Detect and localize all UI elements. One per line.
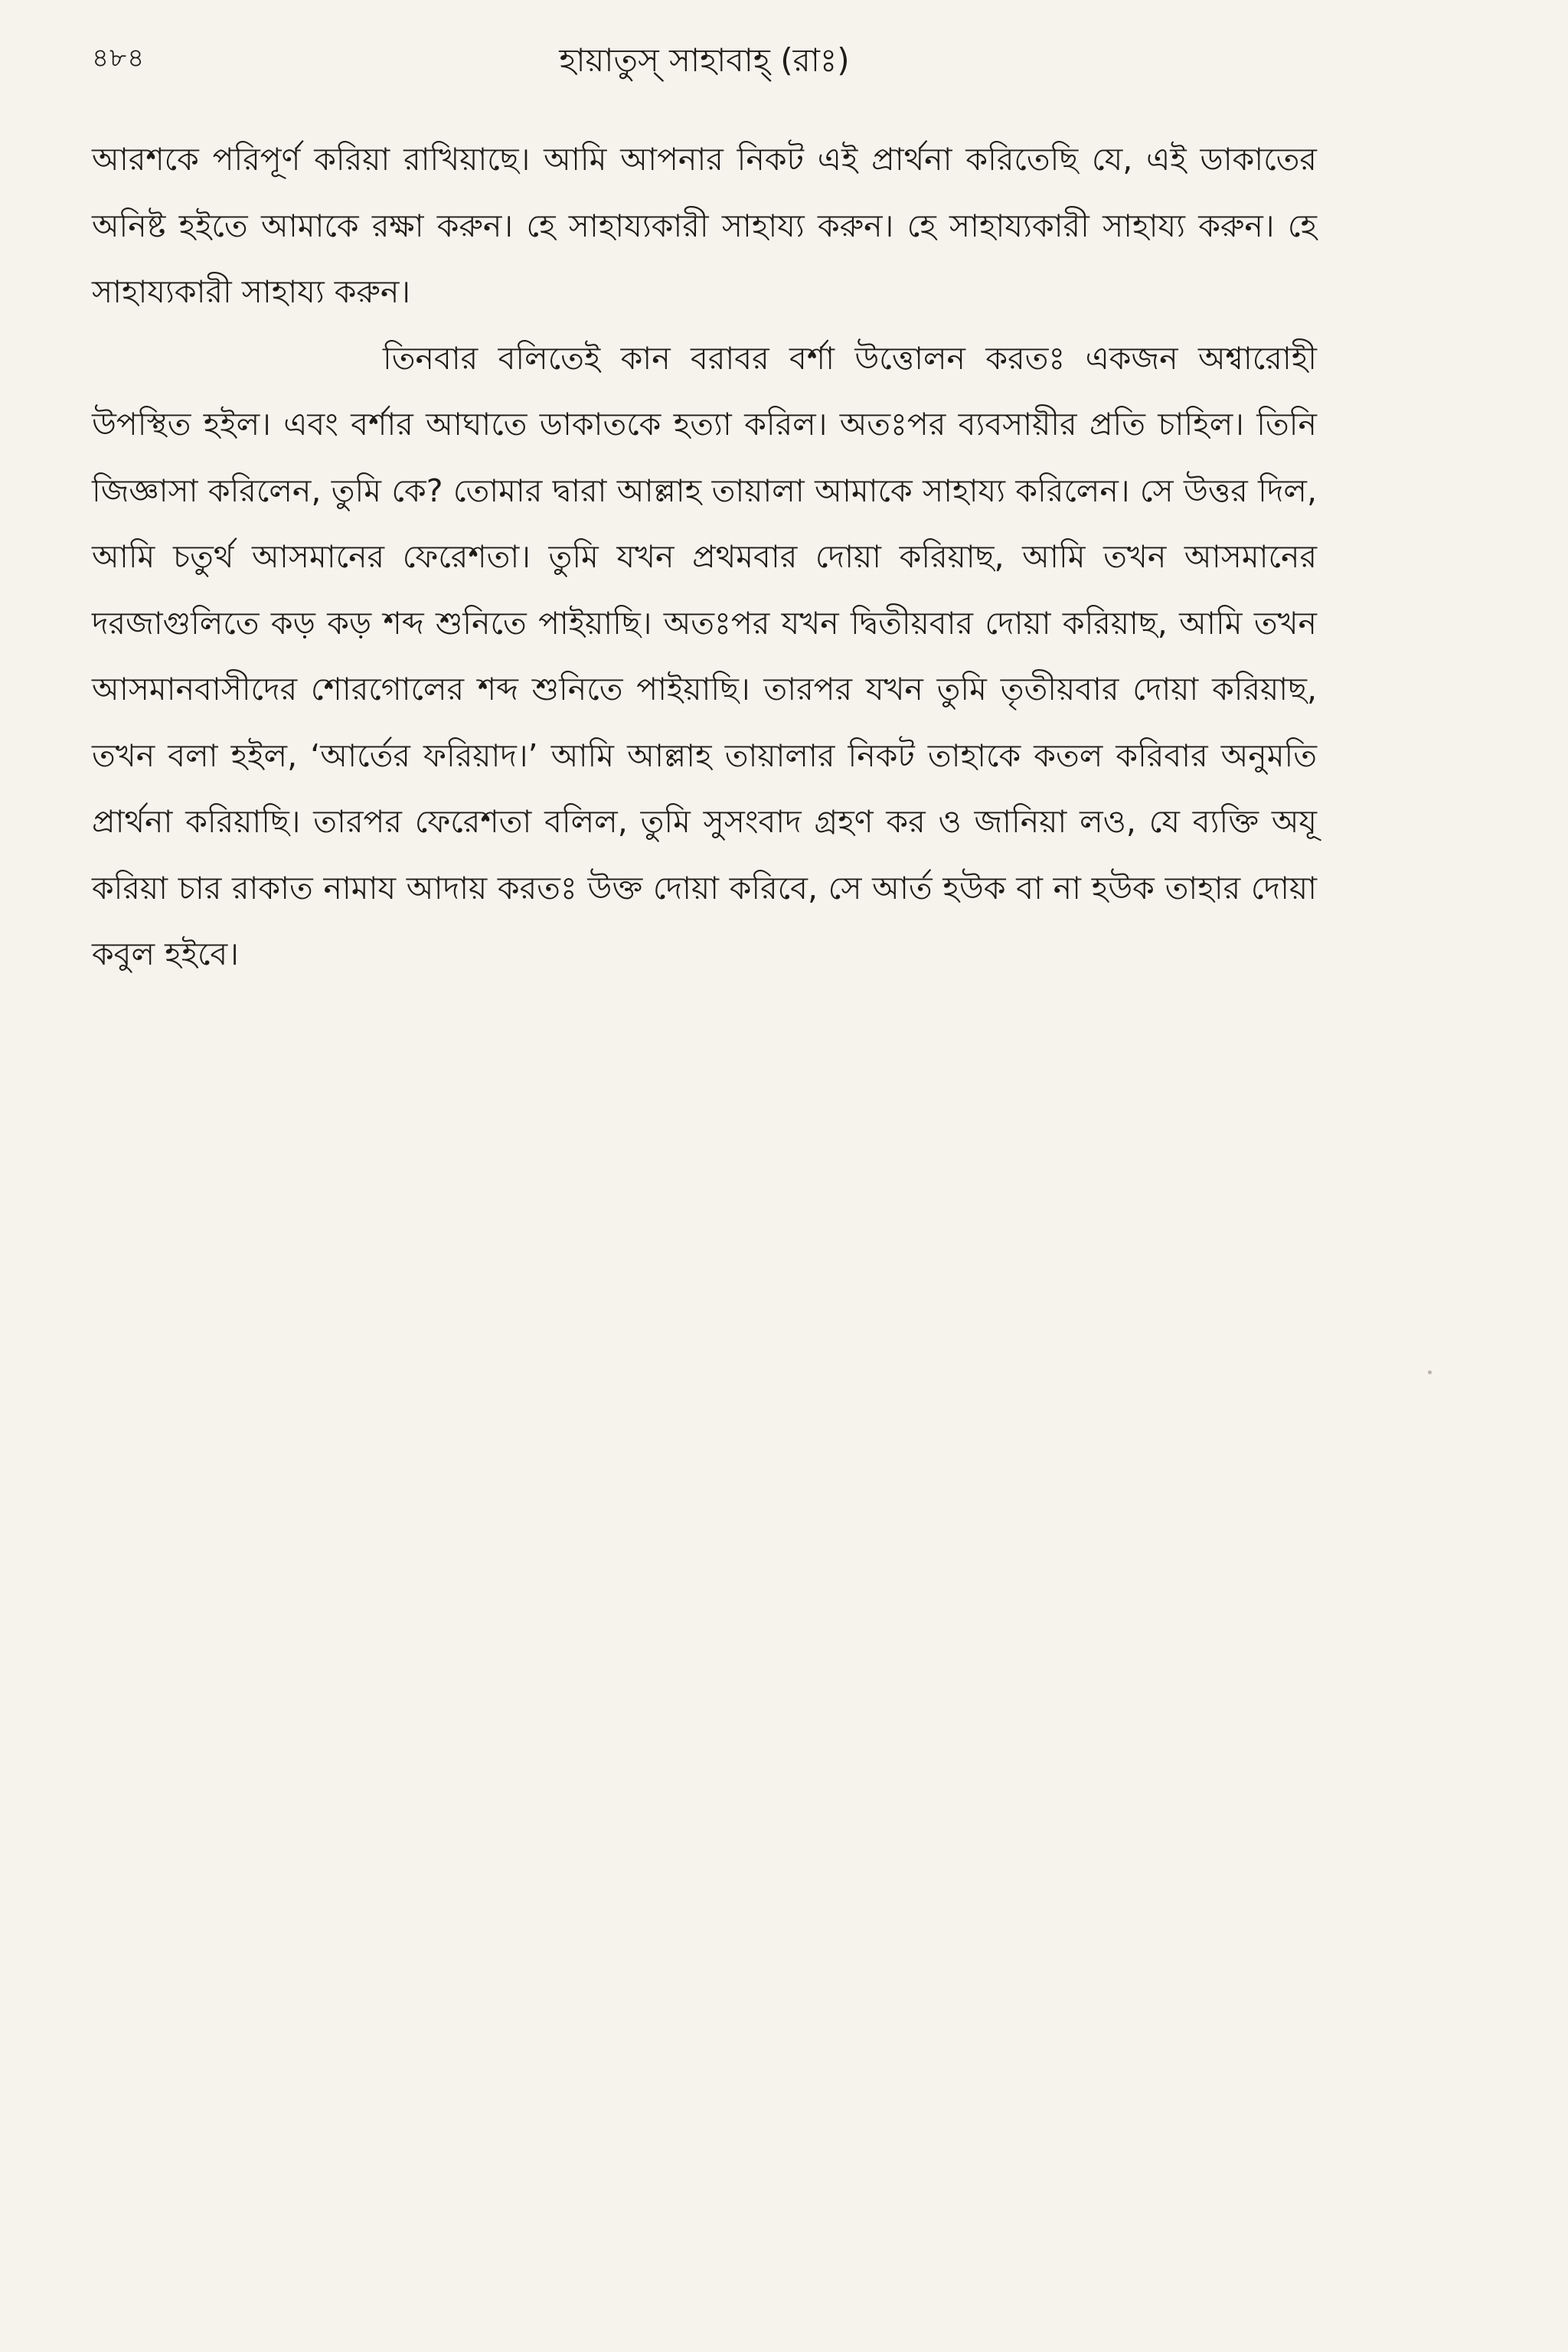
paragraph-1: আরশকে পরিপূর্ণ করিয়া রাখিয়াছে। আমি আপনার নিকট এই প্রার্থনা করিতেছি যে, এই ডাকাতের অনিষ্ট হইতে আমাকে রক্ষা করুন। হে সাহায্যকারী সাহায্য করুন। হে সাহায্যকারী সাহায্য করুন। হে সাহায্যকারী সাহায্য করুন। — [92, 141, 1317, 310]
page-number: ৪৮৪ — [92, 43, 145, 74]
page-header — [92, 31, 1317, 92]
paper-speck — [1428, 1370, 1432, 1374]
running-title: হায়াতুস্ সাহাবাহ্ (রাঃ) — [559, 41, 850, 79]
paragraph-2: তিনবার বলিতেই কান বরাবর বর্শা উত্তোলন করতঃ একজন অশ্বারোহী উপস্থিত হইল। এবং বর্শার আঘাতে ডাকাতকে হত্যা করিল। অতঃপর ব্যবসায়ীর প্রতি চাহিল। তিনি জিজ্ঞাসা করিলেন, তুমি কে? তোমার দ্বারা আল্লাহ তায়ালা আমাকে সাহায্য করিলেন। সে উত্তর দিল, আমি চতুর্থ আসমানের ফেরেশতা। তুমি যখন প্রথমবার দোয়া করিয়াছ, আমি তখন আসমানের দরজাগুলিতে কড় কড় শব্দ শুনিতে পাইয়াছি। অতঃপর যখন দ্বিতীয়বার দোয়া করিয়াছ, আমি তখন আসমানবাসীদের শোরগোলের শব্দ শুনিতে পাইয়াছি। তারপর যখন তুমি তৃতীয়বার দোয়া করিয়াছ, তখন বলা হইল, ‘আর্তের ফরিয়াদ।’ আমি আল্লাহ তায়ালার নিকট তাহাকে কতল করিবার অনুমতি প্রার্থনা করিয়াছি। তারপর ফেরেশতা বলিল, তুমি সুসংবাদ গ্রহণ কর ও জানিয়া লও, যে ব্যক্তি অযূ করিয়া চার রাকাত নামায আদায় করতঃ উক্ত দোয়া করিবে, সে আর্ত হউক বা না হউক তাহার দোয়া কবুল হইবে। — [92, 339, 1317, 972]
page-body — [92, 126, 1317, 988]
